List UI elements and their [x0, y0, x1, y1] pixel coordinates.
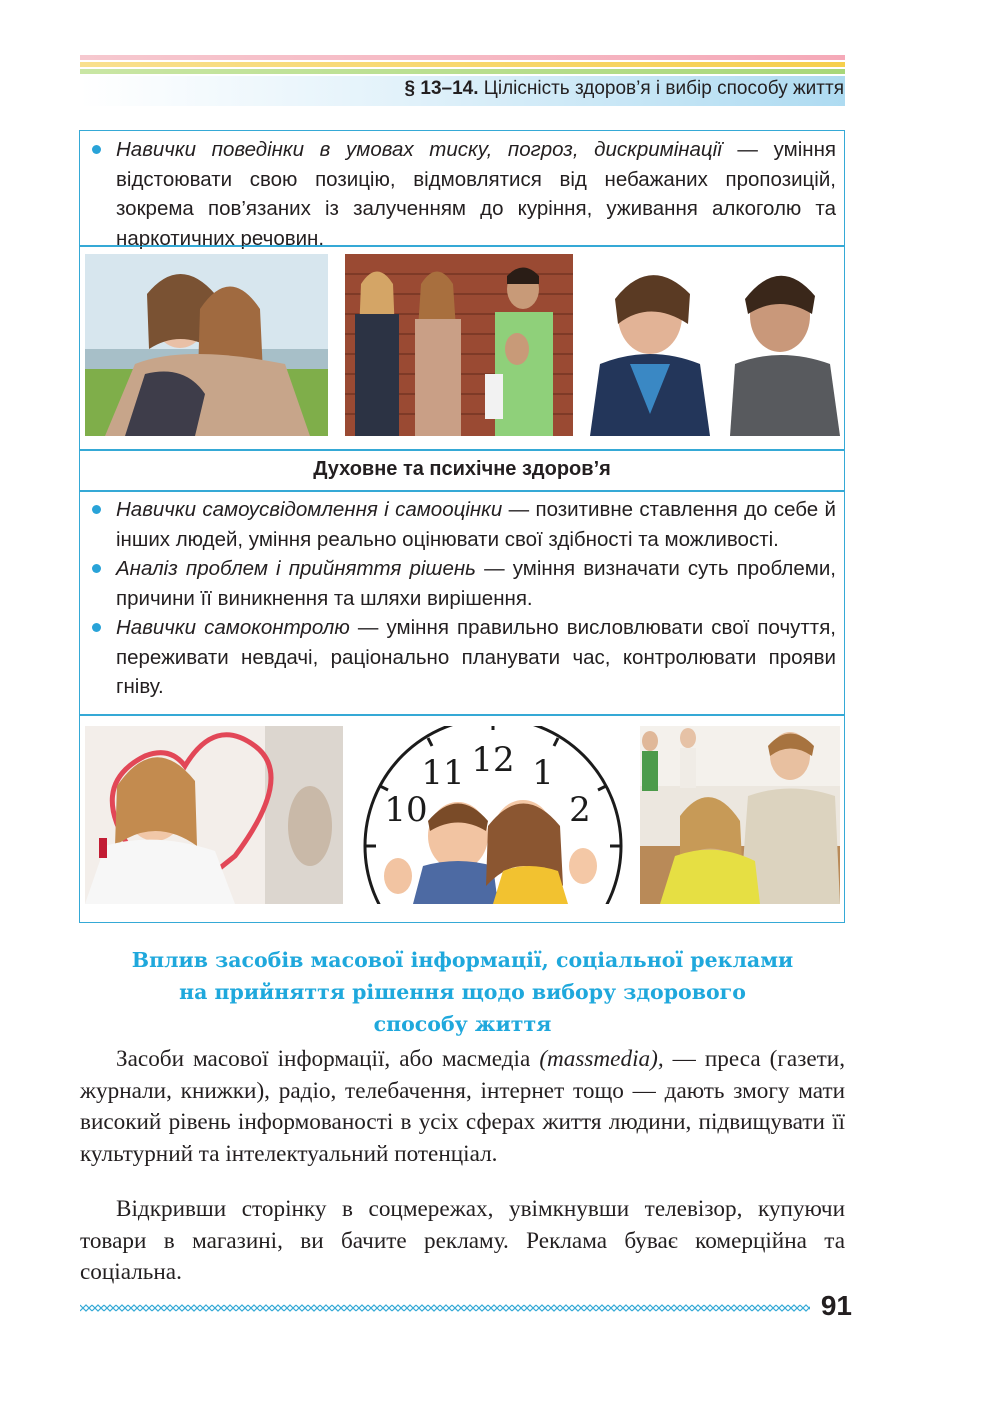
- photo-two-girls-hugging: [85, 254, 328, 436]
- bullet-list: [80, 495, 844, 702]
- clock-numeral-11: 11: [421, 753, 465, 793]
- photo-row-1: [79, 246, 845, 450]
- bullet-text: — уміння відстоювати свою позицію, відмовлятися від небажаних пропозицій, зокрема пов’язаних із залученням до куріння, уживання алкоголю та наркотичних речовин.: [116, 138, 836, 250]
- photo-girl-mirror-heart: [85, 726, 343, 904]
- header-stripe-green: [80, 69, 845, 74]
- bullet-term: Навички поведінки в умовах тиску, погроз, дискримінації: [116, 138, 722, 161]
- header-stripe-yellow: [80, 62, 845, 67]
- section-heading-line: на прийняття рішення щодо вибору здорового: [179, 980, 746, 1004]
- header-stripe-pink: [80, 55, 845, 60]
- subhead-spiritual-health: Духовне та психічне здоров’я: [313, 458, 611, 480]
- section-heading-line: способу життя: [373, 1012, 552, 1036]
- list-item: [80, 495, 844, 554]
- bullet-text: — уміння правильно висловлювати свої почуття, переживати невдачі, раціонально планувати час, контролювати прояви гніву.: [116, 616, 836, 698]
- skills-box-pressure: [79, 130, 845, 250]
- photo-kids-clock: [358, 726, 623, 904]
- body-paragraph: Відкривши сторінку в соцмережах, увімкнувши телевізор, купуючи товари в магазині, ви бачите рекламу. Реклама буває комерційна та соціальна.: [80, 1196, 845, 1285]
- bullet-term: Навички самоусвідомлення і самооцінки: [116, 498, 503, 521]
- subhead-box: [79, 450, 845, 491]
- photo-classroom-teens: [640, 726, 840, 904]
- paragraph-term: (massmedia),: [539, 1046, 664, 1072]
- paragraph-text: Засоби масової інформації, або масмедіа: [116, 1046, 540, 1072]
- section-heading-line: Вплив засобів масової інформації, соціальної реклами: [131, 948, 794, 972]
- photo-two-boys-conflict: [590, 254, 840, 436]
- clock-numeral-2: 2: [569, 790, 591, 830]
- paragraph-text: — преса (газети, журнали, книжки), радіо, телебачення, інтернет тощо — дають змогу мати високий рівень інформованості в усіх сферах життя людини, підвищувати її культурний та інтелектуальний потенціал.: [80, 1046, 845, 1167]
- list-item: [80, 613, 844, 702]
- photo-teens-refusing-cigarettes: [345, 254, 573, 436]
- bullet-text: — позитивне ставлення до себе й інших людей, уміння реально оцінювати свої здібності та можливості.: [116, 498, 837, 551]
- body-paragraph: [80, 1044, 845, 1170]
- section-heading: [80, 944, 845, 1040]
- bullet-text: — уміння визначати суть проблеми, причини її виникнення та шляхи вирішення.: [116, 557, 836, 610]
- clock-numeral-12: 12: [471, 740, 515, 780]
- list-item: [80, 135, 844, 253]
- section-title: Цілісність здоров’я і вибір способу життя: [478, 78, 844, 99]
- running-header: [405, 78, 844, 100]
- section-number: § 13–14.: [404, 78, 479, 99]
- clock-numeral-10: 10: [384, 790, 428, 830]
- page-number: 91: [820, 1290, 852, 1321]
- list-item: [80, 554, 844, 613]
- bullet-list: [80, 135, 844, 253]
- bullet-term: Навички самоконтролю: [116, 616, 350, 639]
- clock-numeral-1: 1: [532, 753, 554, 793]
- bullet-term: Аналіз проблем і прийняття рішень: [116, 557, 476, 580]
- footer-ornament: [80, 1301, 810, 1317]
- photo-row-2: [79, 715, 845, 923]
- skills-box-spiritual: [79, 491, 845, 715]
